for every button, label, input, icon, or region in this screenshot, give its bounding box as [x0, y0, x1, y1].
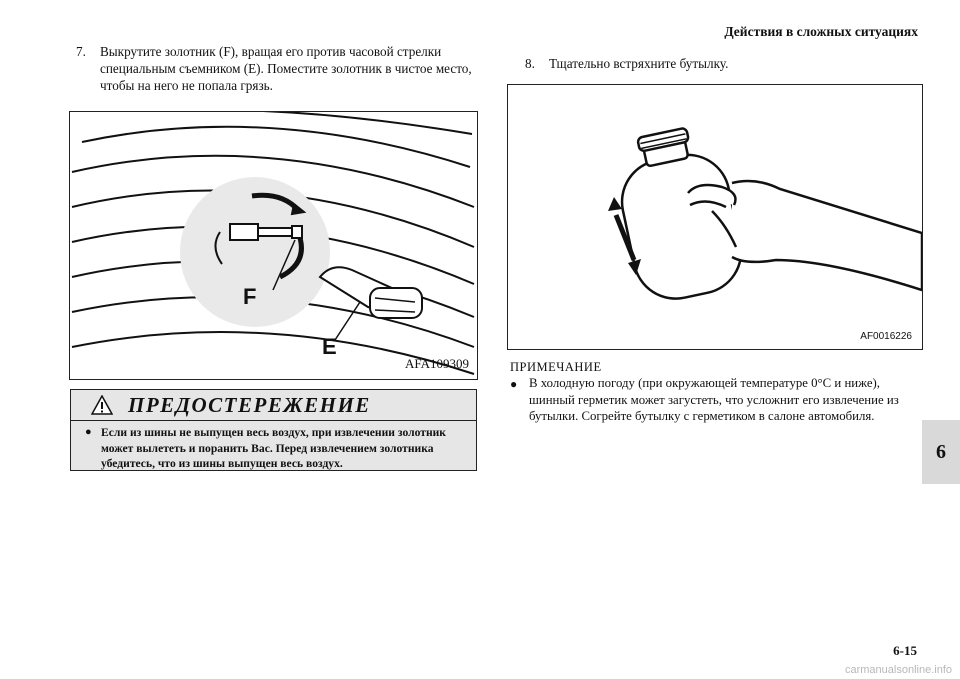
step-8-text: Тщательно встряхните бутылку.	[549, 56, 729, 71]
label-f: F	[243, 284, 257, 309]
warning-title: ПРЕДОСТЕРЕЖЕНИЕ	[128, 393, 371, 417]
warning-text: Если из шины не выпущен весь воздух, при извлечении золотник может вылететь и поранить Вас. Перед извлечением золотника убедитесь, что из шины выпущен весь воздух.	[101, 426, 446, 470]
bottle-hand-illustration	[508, 85, 922, 349]
chapter-tab: 6	[922, 420, 960, 484]
watermark: carmanualsonline.info	[844, 664, 952, 676]
warning-header	[71, 390, 476, 421]
warning-body	[85, 425, 465, 472]
bullet-icon: ●	[510, 377, 518, 391]
figure-code-left: AFA109309	[404, 356, 469, 371]
tire-valve-illustration	[70, 112, 477, 379]
note-text: В холодную погоду (при окружающей температуре 0°C и ниже), шинный герметик может загустеть, что усложнит его извлечение из бутылки. Согрейте бутылку с герметиком в салоне автомобиля.	[529, 376, 899, 423]
figure-shake-bottle	[507, 84, 923, 350]
warning-triangle-icon	[91, 395, 113, 415]
step-8-number: 8.	[525, 56, 535, 71]
note-heading: ПРИМЕЧАНИЕ	[510, 360, 602, 374]
step-8	[525, 55, 925, 72]
warning-box	[70, 389, 477, 471]
step-7	[76, 43, 476, 94]
page-number: 6-15	[893, 643, 917, 658]
step-7-number: 7.	[76, 44, 86, 59]
label-e: E	[322, 334, 337, 359]
figure-valve-core-removal	[69, 111, 478, 380]
step-7-text: Выкрутите золотник (F), вращая его против часовой стрелки специальным съемником (E). Поместите золотник в чистое место, чтобы на него не попала грязь.	[100, 44, 472, 93]
section-title: Действия в сложных ситуациях	[724, 24, 918, 39]
figure-code-right: AF0016226	[860, 331, 912, 342]
note-body	[510, 375, 922, 425]
bullet-icon: ●	[85, 426, 92, 438]
